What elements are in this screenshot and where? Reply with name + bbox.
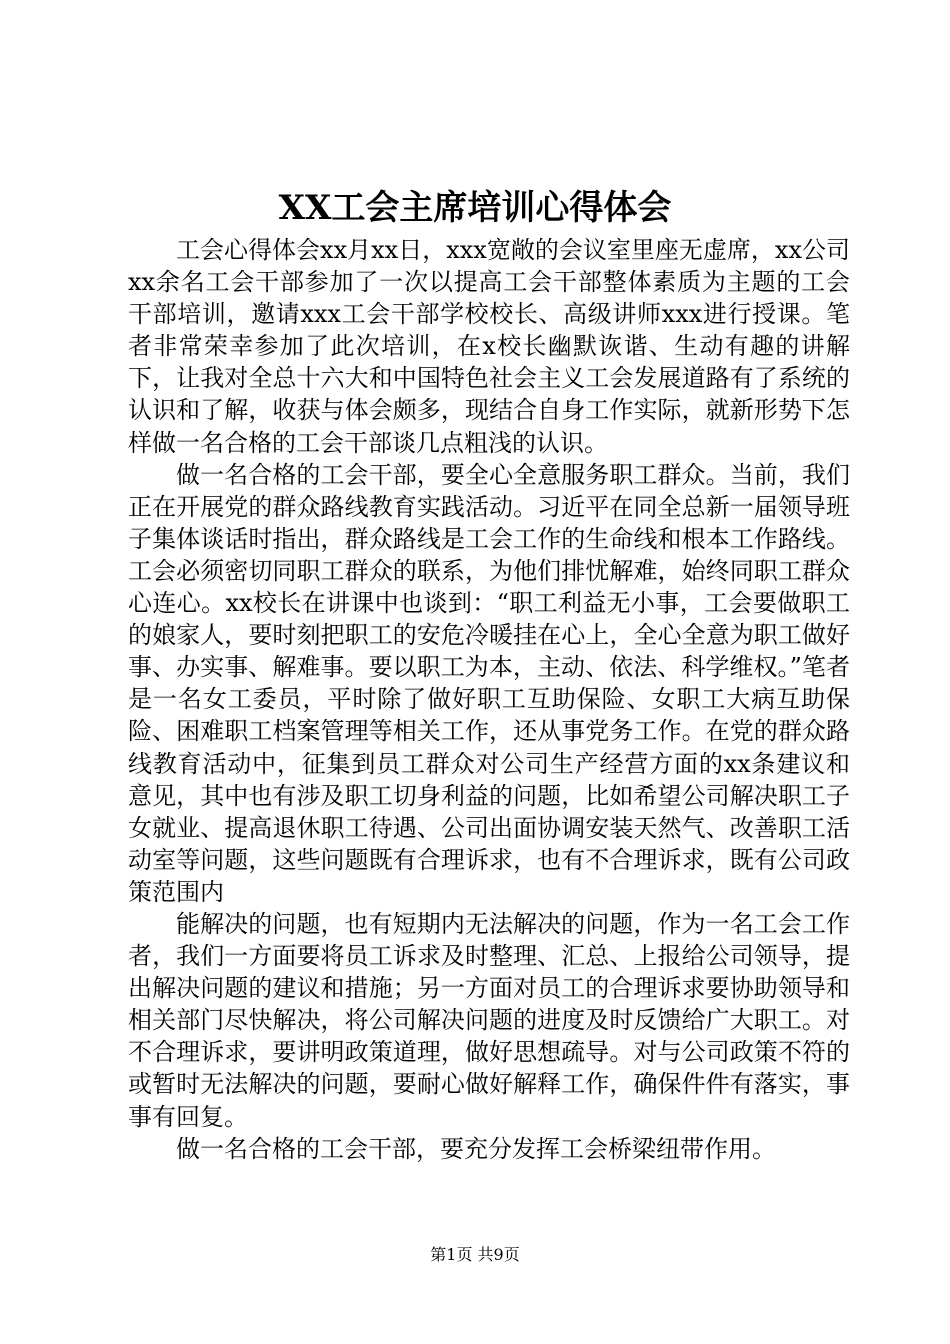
document-title: XX工会主席培训心得体会 xyxy=(278,188,672,228)
document-body xyxy=(128,234,850,1165)
paragraph-1: 工会心得体会xx月xx日，xxx宽敞的会议室里座无虚席，xx公司xx余名工会干部参加了一次以提高工会干部整体素质为主题的工会干部培训，邀请xxx工会干部学校校长、高级讲师xxx进行授课。笔者非常荣幸参加了此次培训，在x校长幽默诙谐、生动有趣的讲解下，让我对全总十六大和中国特色社会主义工会发展道路有了系统的认识和了解，收获与体会颇多，现结合自身工作实际，就新形势下怎样做一名合格的工会干部谈几点粗浅的认识。 xyxy=(128,236,850,457)
page-number-footer: 第1页 共9页 xyxy=(430,1245,520,1264)
paragraph-3: 能解决的问题，也有短期内无法解决的问题，作为一名工会工作者，我们一方面要将员工诉求及时整理、汇总、上报给公司领导，提出解决问题的建议和措施；另一方面对员工的合理诉求要协助领导和相关部门尽快解决，将公司解决问题的进度及时反馈给广大职工。对不合理诉求，要讲明政策道理，做好思想疏导。对与公司政策不符的或暂时无法解决的问题，要耐心做好解释工作，确保件件有落实，事事有回复。 xyxy=(128,909,850,1131)
paragraph-4: 做一名合格的工会干部，要充分发挥工会桥梁纽带作用。 xyxy=(176,1134,776,1163)
paragraph-2: 做一名合格的工会干部，要全心全意服务职工群众。当前，我们正在开展党的群众路线教育实践活动。习近平在同全总新一届领导班子集体谈话时指出，群众路线是工会工作的生命线和根本工作路线。工会必须密切同职工群众的联系，为他们排忧解难，始终同职工群众心连心。xx校长在讲课中也谈到：“职工利益无小事，工会要做职工的娘家人，要时刻把职工的安危冷暖挂在心上，全心全意为职工做好事、办实事、解难事。要以职工为本，主动、依法、科学维权。”笔者是一名女工委员，平时除了做好职工互助保险、女职工大病互助保险、困难职工档案管理等相关工作，还从事党务工作。在党的群众路线教育活动中，征集到员工群众对公司生产经营方面的xx条建议和意见，其中也有涉及职工切身利益的问题，比如希望公司解决职工子女就业、提高退休职工待遇、公司出面协调安装天然气、改善职工活动室等问题，这些问题既有合理诉求，也有不合理诉求，既有公司政策范围内 xyxy=(128,460,850,906)
